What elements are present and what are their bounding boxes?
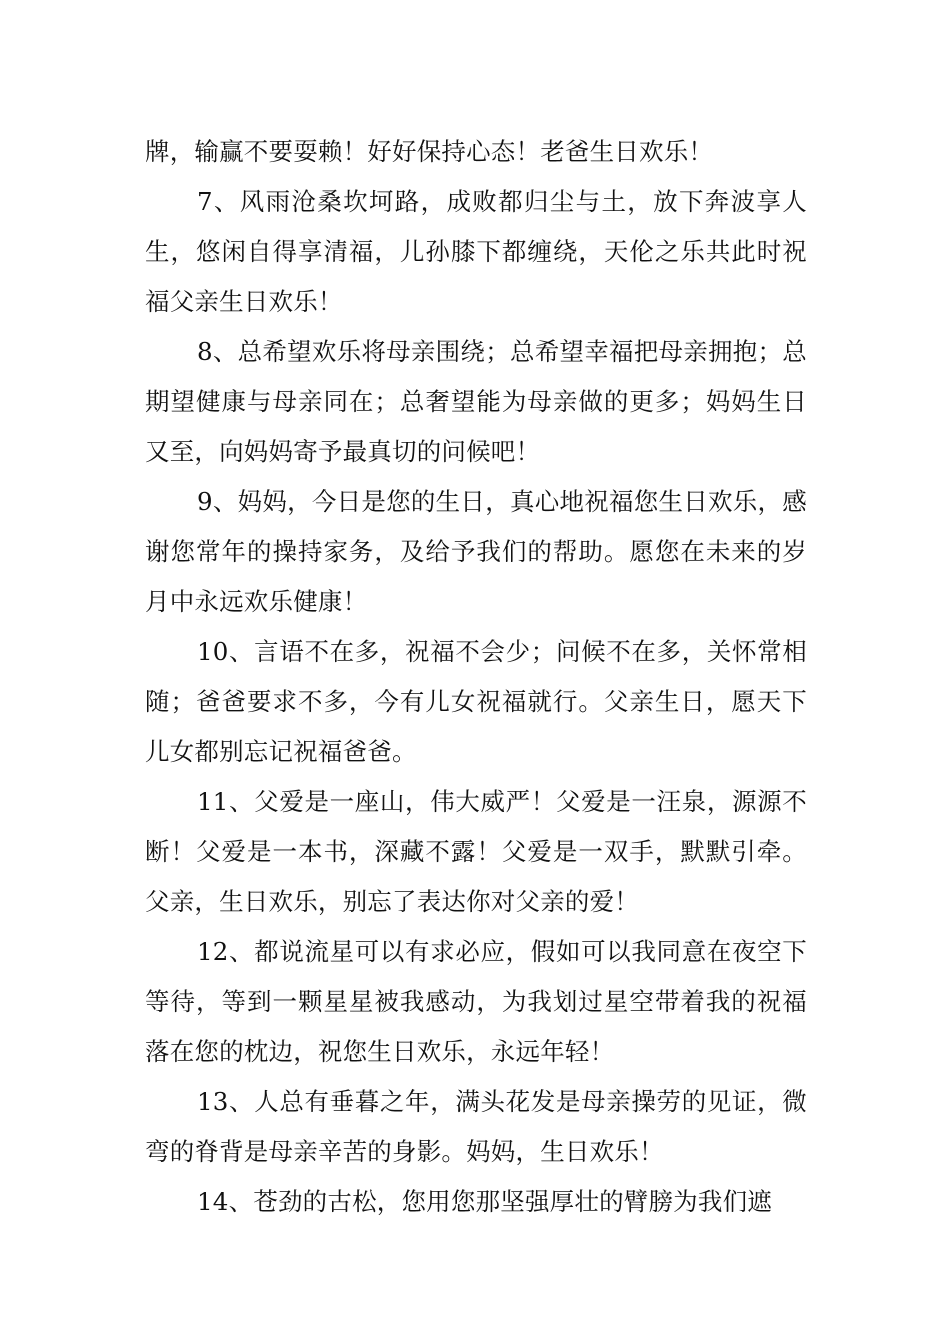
- paragraph-9: 9、妈妈，今日是您的生日，真心地祝福您生日欢乐，感谢您常年的操持家务，及给予我们的帮助。愿您在未来的岁月中永远欢乐健康！: [145, 487, 807, 616]
- paragraph-10: 10、言语不在多，祝福不会少；问候不在多，关怀常相随；爸爸要求不多，今有儿女祝福就行。父亲生日，愿天下儿女都别忘记祝福爸爸。: [145, 637, 807, 766]
- paragraph-8: 8、总希望欢乐将母亲围绕；总希望幸福把母亲拥抱；总期望健康与母亲同在；总奢望能为母亲做的更多；妈妈生日又至，向妈妈寄予最真切的问候吧！: [145, 337, 807, 466]
- paragraph-7: 7、风雨沧桑坎坷路，成败都归尘与土，放下奔波享人生，悠闲自得享清福，儿孙膝下都缠绕，天伦之乐共此时祝福父亲生日欢乐！: [145, 187, 807, 316]
- paragraph-12: 12、都说流星可以有求必应，假如可以我同意在夜空下等待，等到一颗星星被我感动，为我划过星空带着我的祝福落在您的枕边，祝您生日欢乐，永远年轻！: [145, 937, 807, 1066]
- paragraph-11: 11、父爱是一座山，伟大威严！父爱是一汪泉，源源不断！父爱是一本书，深藏不露！父爱是一双手，默默引牵。父亲，生日欢乐，别忘了表达你对父亲的爱！: [145, 787, 807, 916]
- paragraph-13: 13、人总有垂暮之年，满头花发是母亲操劳的见证，微弯的脊背是母亲辛苦的身影。妈妈，生日欢乐！: [145, 1087, 807, 1166]
- document-page: [145, 127, 807, 1227]
- paragraph-continuation: 牌，输赢不要耍赖！好好保持心态！老爸生日欢乐！: [145, 137, 714, 166]
- paragraph-14: 14、苍劲的古松，您用您那坚强厚壮的臂膀为我们遮: [197, 1187, 772, 1216]
